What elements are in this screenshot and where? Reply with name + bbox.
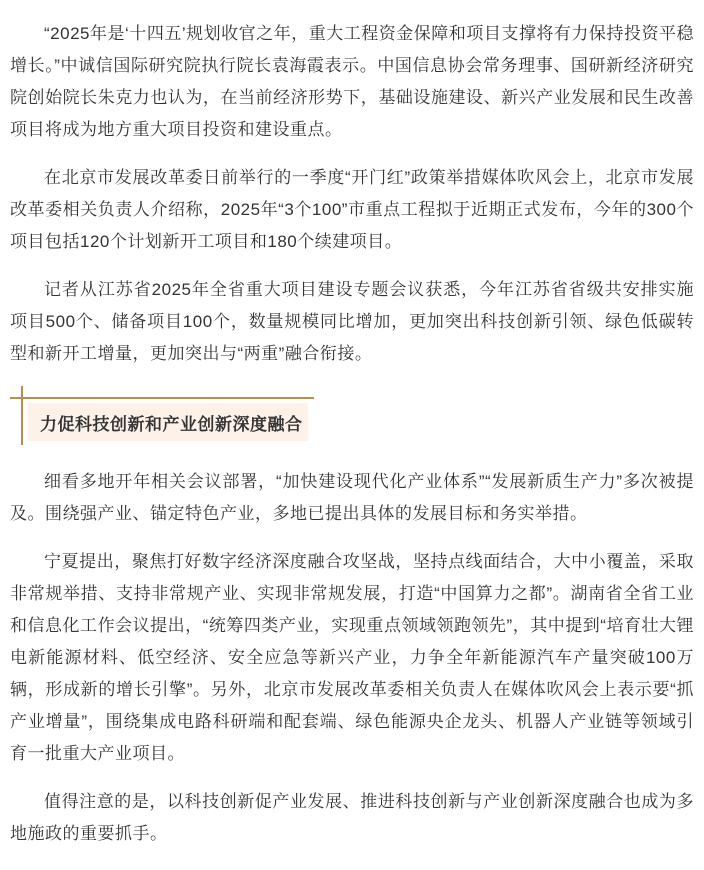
section-heading-block: [10, 386, 694, 450]
gold-horizontal-line: [10, 397, 314, 399]
article-paragraph-jiangsu-projects: 记者从江苏省2025年全省重大项目建设专题会议获悉，今年江苏省省级共安排实施项目500个、储备项目100个，数量规模同比增加，更加突出科技创新引领、绿色低碳转型和新开工增量，更加突出与“两重”融合衔接。: [10, 280, 694, 363]
article-paragraph-ningxia-hunan-beijing: 宁夏提出，聚焦打好数字经济深度融合攻坚战，坚持点线面结合，大中小覆盖，采取非常规举措、支持非常规产业、实现非常规发展，打造“中国算力之都”。湖南省全省工业和信息化工作会议提出，“统筹四类产业，实现重点领域领跑领先”，其中提到“培育壮大锂电新能源材料、低空经济、安全应急等新兴产业，力争全年新能源汽车产量突破100万辆，形成新的增长引擎”。另外，北京市发展改革委相关负责人在媒体吹风会上表示要“抓产业增量”，围绕集成电路科研端和配套端、绿色能源央企龙头、机器人产业链等领域引育一批重大产业项目。: [10, 552, 694, 763]
gold-vertical-line: [21, 386, 23, 445]
section-heading-box: [28, 403, 308, 441]
article-paragraph-investment-outlook: “2025年是‘十四五’规划收官之年，重大工程资金保障和项目支撑将有力保持投资平稳增长。”中诚信国际研究院执行院长袁海霞表示。中国信息协会常务理事、国研新经济研究院创始院长朱克力也认为，在当前经济形势下，基础设施建设、新兴产业发展和民生改善项目将成为地方重大项目投资和建设重点。: [10, 24, 694, 139]
section-heading-title: 力促科技创新和产业创新深度融合: [40, 414, 303, 434]
article-paragraph-closing-note: 值得注意的是，以科技创新促产业发展、推进科技创新与产业创新深度融合也成为多地施政的重要抓手。: [10, 792, 694, 843]
article-paragraph-local-deployments: 细看多地开年相关会议部署，“加快建设现代化产业体系”“发展新质生产力”多次被提及。围绕强产业、锚定特色产业，多地已提出具体的发展目标和务实举措。: [10, 472, 694, 523]
article-paragraph-beijing-projects: 在北京市发展改革委日前举行的一季度“开门红”政策举措媒体吹风会上，北京市发展改革委相关负责人介绍称，2025年“3个100”市重点工程拟于近期正式发布，今年的300个项目包括120个计划新开工项目和180个续建项目。: [10, 168, 694, 251]
